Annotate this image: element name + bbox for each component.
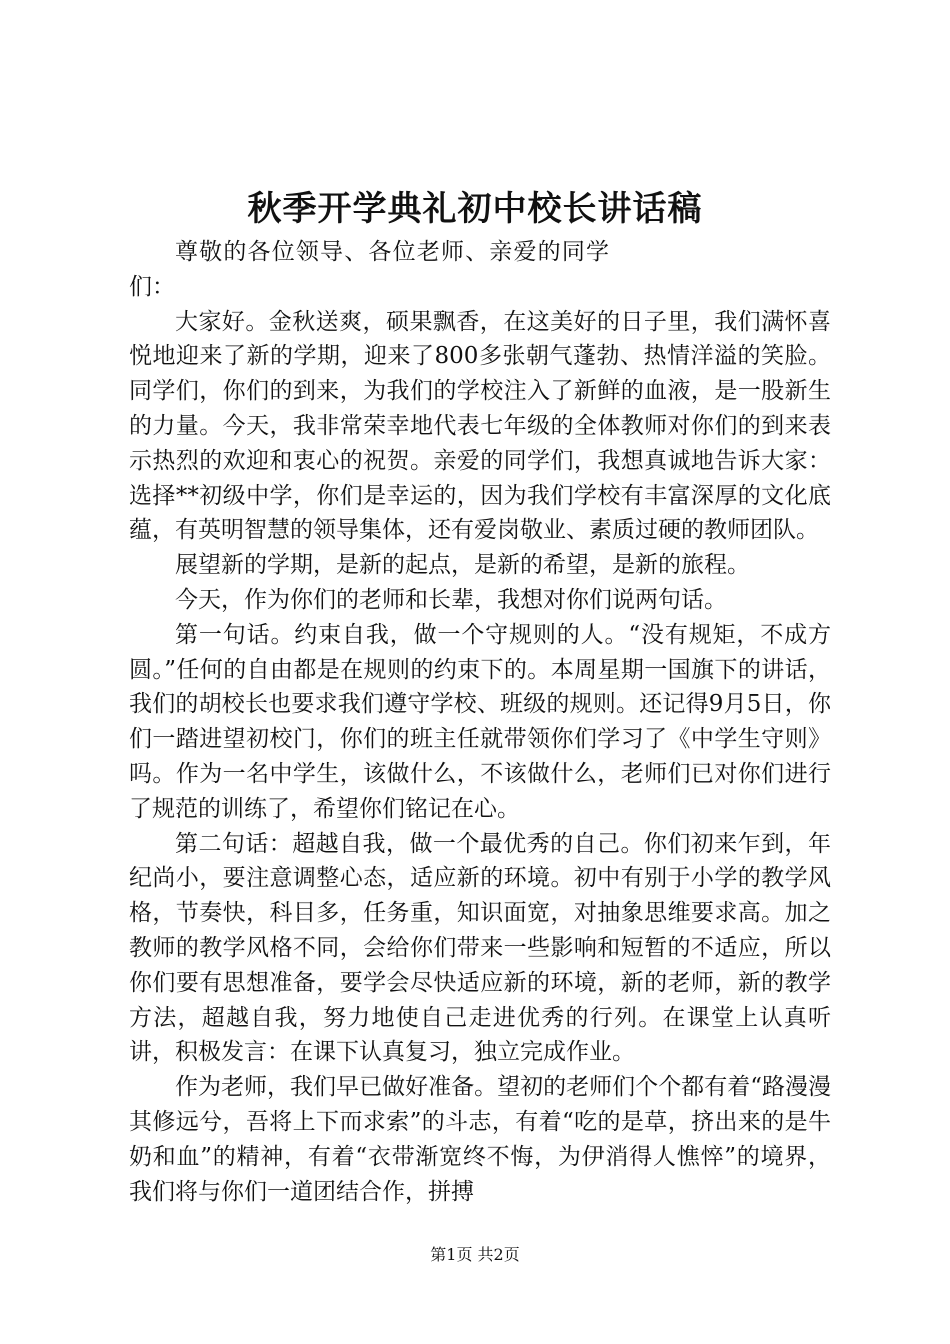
- body-paragraph: 作为老师，我们早已做好准备。望初的老师们个个都有着“路漫漫其修远兮，吾将上下而求索”的斗志，有着“吃的是草，挤出来的是牛奶和血”的精神，有着“衣带渐宽终不悔，为伊消得人憔悴”的境界，我们将与你们一道团结合作，拼搏: [129, 1074, 831, 1205]
- body-paragraph: 大家好。金秋送爽，硕果飘香，在这美好的日子里，我们满怀喜悦地迎来了新的学期，迎来了800多张朝气蓬勃、热情洋溢的笑脸。同学们，你们的到来，为我们的学校注入了新鲜的血液，是一股新生的力量。今天，我非常荣幸地代表七年级的全体教师对你们的到来表示热烈的欢迎和衷心的祝贺。亲爱的同学们，我想真诚地告诉大家：选择**初级中学，你们是幸运的，因为我们学校有丰富深厚的文化底蕴，有英明智慧的领导集体，还有爱岗敬业、素质过硬的教师团队。: [129, 308, 831, 544]
- page-number-footer: 第1页 共2页: [430, 1245, 520, 1264]
- body-paragraph: 今天，作为你们的老师和长辈，我想对你们说两句话。: [175, 586, 727, 613]
- document-title: 秋季开学典礼初中校长讲话稿: [247, 189, 703, 229]
- body-paragraph: 第二句话：超越自我，做一个最优秀的自己。你们初来乍到，年纪尚小，要注意调整心态，适应新的环境。初中有别于小学的教学风格，节奏快，科目多，任务重，知识面宽，对抽象思维要求高。加之教师的教学风格不同，会给你们带来一些影响和短暂的不适应，所以你们要有思想准备，要学会尽快适应新的环境，新的老师，新的教学方法，超越自我，努力地使自己走进优秀的行列。在课堂上认真听讲，积极发言：在课下认真复习，独立完成作业。: [129, 830, 831, 1066]
- salutation-paragraph: 尊敬的各位领导、各位老师、亲爱的同学们：: [129, 239, 609, 300]
- body-paragraph: 展望新的学期，是新的起点，是新的希望，是新的旅程。: [175, 552, 750, 579]
- document-body: [129, 235, 831, 1209]
- body-paragraph: 第一句话。约束自我，做一个守规则的人。“没有规矩，不成方圆。”任何的自由都是在规则的约束下的。本周星期一国旗下的讲话，我们的胡校长也要求我们遵守学校、班级的规则。还记得9月5日，你们一踏进望初校门，你们的班主任就带领你们学习了《中学生守则》吗。作为一名中学生，该做什么，不该做什么，老师们已对你们进行了规范的训练了，希望你们铭记在心。: [129, 621, 831, 822]
